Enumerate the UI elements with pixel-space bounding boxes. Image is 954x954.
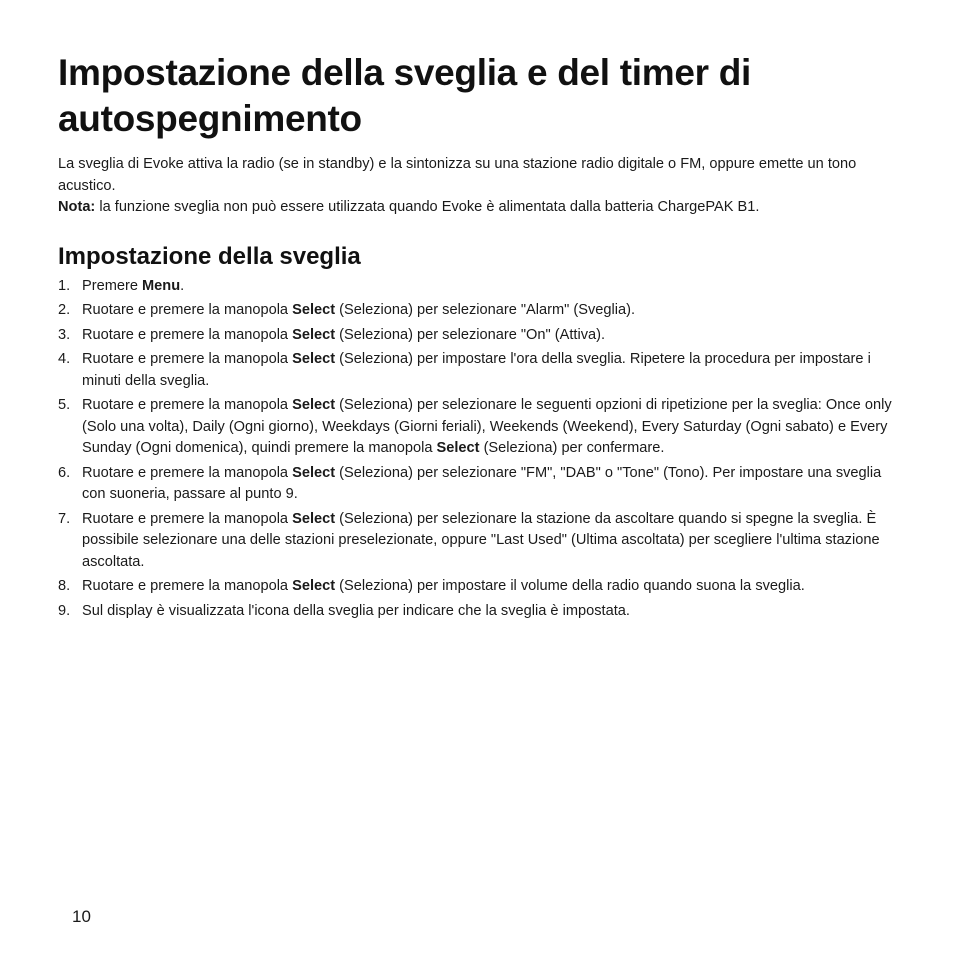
- step-number: 1.: [58, 277, 71, 294]
- note-label: Nota:: [58, 199, 96, 215]
- step-number: 6.: [58, 464, 71, 481]
- step-number: 2.: [58, 302, 71, 318]
- list-item: [58, 395, 903, 460]
- step-text: [82, 327, 605, 343]
- note-text: la funzione sveglia non può essere utilizzata quando Evoke è alimentata dalla batteria ChargePAK B1.: [95, 199, 760, 215]
- step-text-part: (Seleziona) per impostare l'ora della sveglia. Ripetere la procedura per impostare i minuti della sveglia.: [82, 351, 871, 389]
- step-keyword: Select: [292, 326, 336, 343]
- step-text-part: Ruotare e premere la manopola: [82, 397, 293, 413]
- step-keyword: Select: [292, 351, 336, 367]
- step-text-part: Premere: [82, 277, 143, 294]
- document-page: [58, 50, 903, 625]
- list-item: [58, 276, 903, 298]
- step-keyword: Select: [292, 302, 336, 318]
- list-item: [58, 509, 903, 574]
- step-text: [82, 511, 880, 570]
- list-item: [58, 576, 903, 598]
- step-number: 4.: [58, 351, 71, 367]
- step-text: [82, 302, 635, 318]
- step-number: 5.: [58, 397, 71, 413]
- step-text-part: .: [180, 277, 185, 294]
- step-text-part: Ruotare e premere la manopola: [82, 578, 293, 594]
- step-number: 3.: [58, 326, 71, 343]
- step-text-part: (Seleziona) per selezionare le seguenti opzioni di ripetizione per la sveglia: Once only (Solo una volta), Daily (Ogni giorno), Weekdays (Giorni feriali), Weekends (Weekend), Every Saturday (Ogni sabato) e Every Sunday (Ogni domenica), quindi premere la manopola: [82, 397, 892, 456]
- step-text: [82, 351, 871, 389]
- section-title: Impostazione della sveglia: [58, 242, 361, 270]
- step-number: 7.: [58, 510, 71, 527]
- step-text: [82, 397, 892, 456]
- list-item: [58, 300, 903, 322]
- step-text-part: (Seleziona) per impostare il volume della radio quando suona la sveglia.: [335, 578, 805, 594]
- page-number: 10: [72, 907, 91, 926]
- step-keyword: Select: [292, 397, 336, 413]
- step-text-part: (Seleziona) per confermare.: [479, 440, 665, 456]
- step-text: [82, 578, 805, 594]
- list-item: [58, 325, 903, 347]
- step-text-part: (Seleziona) per selezionare la stazione da ascoltare quando si spegne la sveglia. È possibile selezionare una delle stazioni preselezionate, oppure "Last Used" (Ultima ascoltata) per scegliere l'ultima stazione ascoltata.: [82, 510, 880, 570]
- step-keyword: Menu: [142, 277, 181, 294]
- steps-list: [58, 276, 903, 623]
- step-text-part: Sul display è visualizzata l'icona della sveglia per indicare che la sveglia è impostata.: [82, 602, 630, 619]
- list-item: [58, 349, 903, 392]
- page-title: Impostazione della sveglia e del timer di autospegnimento: [58, 52, 751, 139]
- step-text: [82, 465, 881, 503]
- step-text: [82, 603, 630, 619]
- step-text-part: (Seleziona) per selezionare "Alarm" (Sveglia).: [335, 302, 636, 318]
- step-text-part: Ruotare e premere la manopola: [82, 351, 293, 367]
- step-text-part: Ruotare e premere la manopola: [82, 302, 293, 318]
- step-text-part: Ruotare e premere la manopola: [82, 326, 293, 343]
- step-keyword: Select: [292, 578, 336, 594]
- step-text-part: (Seleziona) per selezionare "On" (Attiva).: [335, 326, 606, 343]
- note-paragraph: [58, 197, 903, 219]
- step-keyword: Select: [436, 440, 480, 456]
- list-item: [58, 601, 903, 623]
- list-item: [58, 463, 903, 506]
- step-text-part: Ruotare e premere la manopola: [82, 510, 293, 527]
- step-keyword: Select: [292, 464, 336, 481]
- intro-paragraph: La sveglia di Evoke attiva la radio (se in standby) e la sintonizza su una stazione radio digitale o FM, oppure emette un tono acustico.: [58, 156, 857, 194]
- step-text-part: Ruotare e premere la manopola: [82, 464, 293, 481]
- step-number: 9.: [58, 602, 71, 619]
- step-keyword: Select: [292, 510, 336, 527]
- step-text: [82, 278, 184, 294]
- step-number: 8.: [58, 578, 71, 594]
- step-text-part: (Seleziona) per selezionare "FM", "DAB" o "Tone" (Tono). Per impostare una sveglia con suoneria, passare al punto 9.: [82, 464, 882, 502]
